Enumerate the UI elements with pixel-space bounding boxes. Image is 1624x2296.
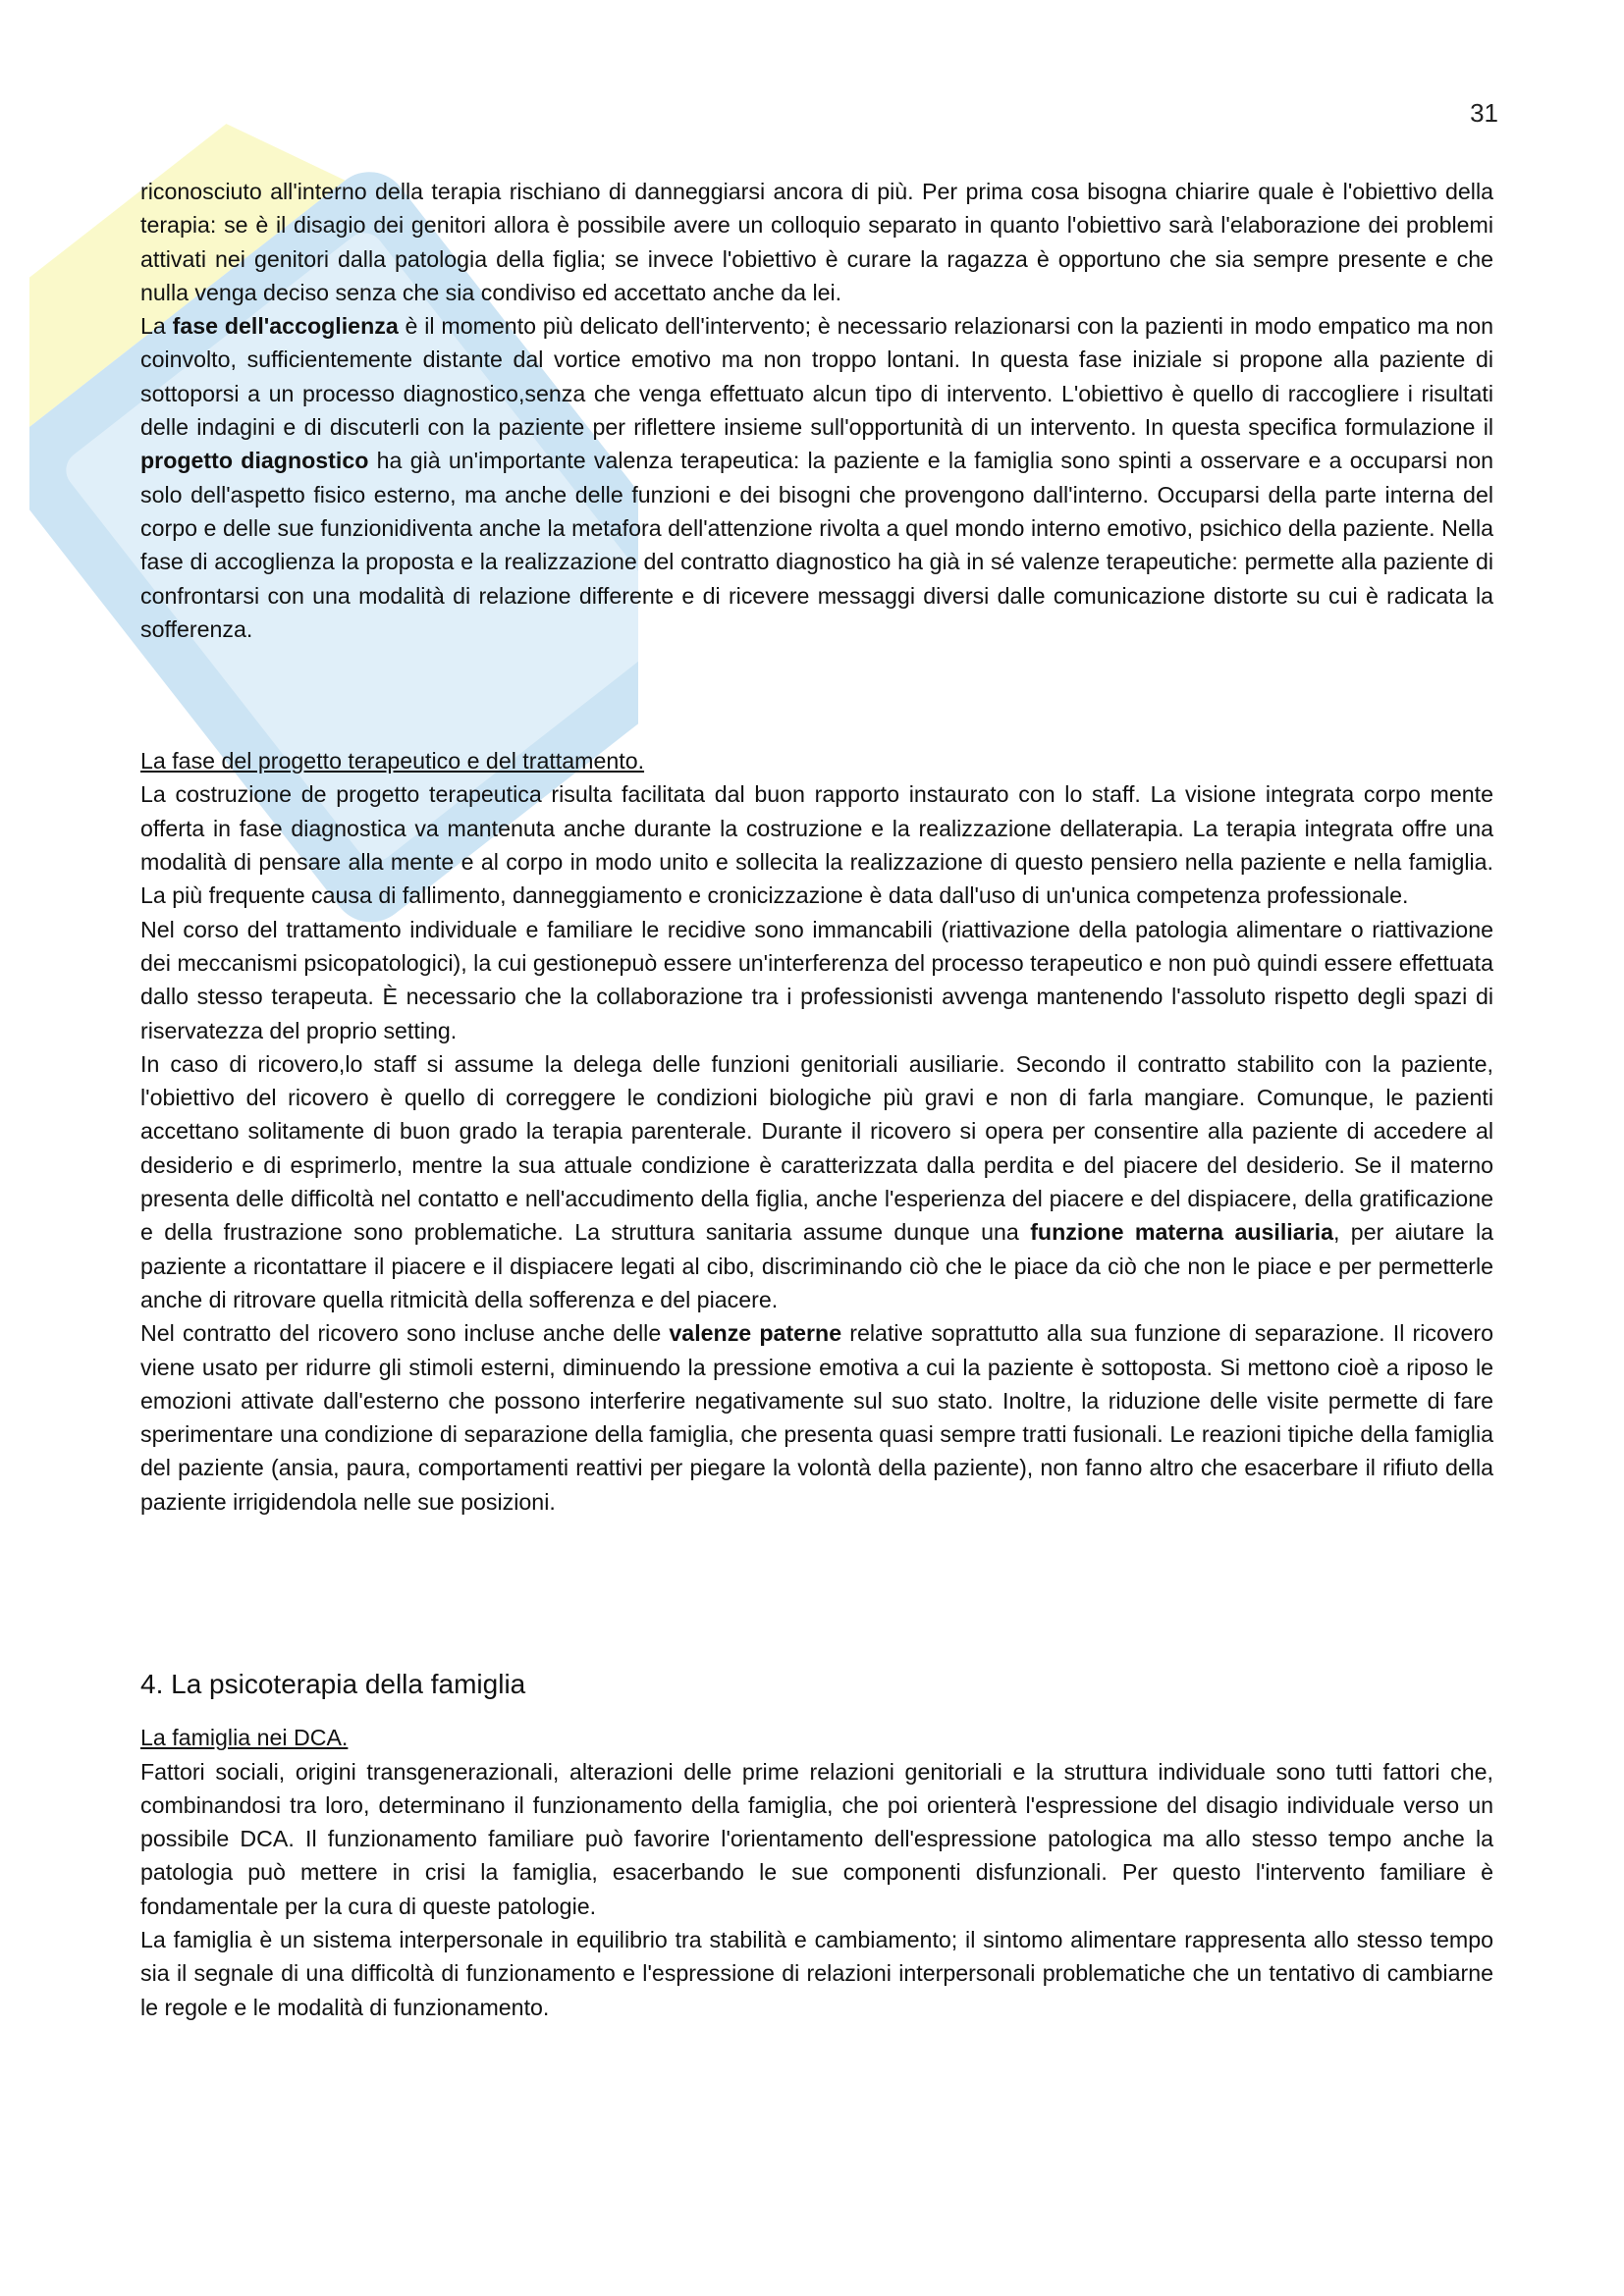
paragraph: La famiglia è un sistema interpersonale in equilibrio tra stabilità e cambiamento; il sintomo alimentare rappresenta allo stesso tempo sia il segnale di una difficoltà di funzionamento e l'espressione di relazioni interpersonali problematiche che un tentativo di cambiarne le regole e le modalità di funzionamento. [140,1927,1493,2020]
paragraph: Nel corso del trattamento individuale e familiare le recidive sono immancabili (riattivazione della patologia alimentare o riattivazione dei meccanismi psicopatologici), la cui gestionepuò essere un'interferenza del processo terapeutico e non può quindi essere effettuata dallo stesso terapeuta. È necessario che la collaborazione tra i professionisti avvenga mantenendo l'assoluto rispetto degli spazi di riservatezza del proprio setting. [140,916,1493,1043]
bold-term: funzione materna ausiliaria [1030,1219,1333,1246]
paragraph-accoglienza: La fase dell'accoglienza è il momento più delicato dell'intervento; è necessario relazionarsi con la pazienti in modo empatico ma non coinvolto, sufficientemente distante dal vortice emotivo ma non troppo lontani. In questa fase iniziale si propone alla paziente di sottoporsi a un processo diagnostico,senza che venga effettuato alcun tipo di intervento. L'obiettivo è quello di raccogliere i risultati delle indagini e di discuterli con la paziente per riflettere insieme sull'opportunità di un intervento. In questa specifica formulazione il progetto diagnostico ha già un'importante valenza terapeutica: la paziente e la famiglia sono spinti a osservare e a occuparsi non solo dell'aspetto fisico esterno, ma anche delle funzioni e dei bisogni che provengono dall'interno. Occuparsi della parte interna del corpo e delle sue funzionidiventa anche la metafora dell'attenzione rivolta a quel mondo interno emotivo, psichico della paziente. Nella fase di accoglienza la proposta e la realizzazione del contratto diagnostico ha già in sé valenze terapeutiche: permette alla paziente di confrontarsi con una modalità di relazione differente e di ricevere messaggi diversi dalle comunicazione distorte su cui è radicata la sofferenza. [140,313,1494,642]
paragraph: Fattori sociali, origini transgenerazionali, alterazioni delle prime relazioni genitoriali e la struttura individuale sono tutti fattori che, combinandosi tra loro, determinano il funzionamento della famiglia, che poi orienterà l'espressione del disagio individuale verso un possibile DCA. Il funzionamento familiare può favorire l'orientamento dell'espressione patologica ma allo stesso tempo anche la patologia può mettere in crisi la famiglia, esacerbando le sue componenti disfunzionali. Per questo l'intervento familiare è fondamentale per la cura di queste patologie. [140,1758,1493,1919]
paragraph-valenze-paterne: Nel contratto del ricovero sono incluse anche delle valenze paterne relative soprattutto alla sua funzione di separazione. Il ricovero viene usato per ridurre gli stimoli esterni, diminuendo la pressione emotiva a cui la paziente è sottoposta. Si mettono cioè a riposo le emozioni attivate dall'esterno che possono interferire negativamente sul suo stato. Inoltre, la riduzione delle visite permette di fare sperimentare una condizione di separazione della famiglia, che presenta quasi sempre tratti fusionali. Le reazioni tipiche della famiglia del paziente (ansia, paura, comportamenti reattivi per piegare la volontà della paziente), non fanno altro che esacerbare il rifiuto della paziente irrigidendola nelle sue posizioni. [140,1320,1493,1515]
page-number: 31 [1470,98,1498,128]
paragraph: La costruzione de progetto terapeutica risulta facilitata dal buon rapporto instaurato con lo staff. La visione integrata corpo mente offerta in fase diagnostica va mantenuta anche durante la costruzione e la realizzazione dellaterapia. La terapia integrata offre una modalità di pensare alla mente e al corpo in modo unito e sollecita la realizzazione di questo pensiero nella paziente e nella famiglia. La più frequente causa di fallimento, danneggiamento e cronicizzazione è data dall'uso di un'unica competenza professionale. [140,781,1493,909]
document-body [140,175,1493,2024]
subheading-famiglia-dca: La famiglia nei DCA. [140,1725,349,1751]
bold-term: progetto diagnostico [140,448,369,474]
paragraph-ricovero: In caso di ricovero,lo staff si assume la delega delle funzioni genitoriali ausiliarie. Secondo il contratto stabilito con la paziente, l'obiettivo del ricovero è quello di correggere le condizioni biologiche più gravi e non di farla mangiare. Comunque, le pazienti accettano solitamente di buon grado la terapia parenterale. Durante il ricovero si opera per consentire alla paziente di accedere al desiderio e di esprimerlo, mentre la sua attuale condizione è caratterizzata dalla perdita e del piacere del desiderio. Se il materno presenta delle difficoltà nel contatto e nell'accudimento della figlia, anche l'esperienza del piacere e del dispiacere, della gratificazione e della frustrazione sono problematiche. La struttura sanitaria assume dunque una funzione materna ausiliaria, per aiutare la paziente a ricontattare il piacere e il dispiacere legati al cibo, discriminando ciò che le piace da ciò che non le piace e per permetterle anche di ritrovare quella ritmicità della sofferenza e del piacere. [140,1050,1493,1312]
paragraph: riconosciuto all'interno della terapia rischiano di danneggiarsi ancora di più. Per prima cosa bisogna chiarire quale è l'obiettivo della terapia: se è il disagio dei genitori allora è possibile avere un colloquio separato in quanto l'obiettivo sarà l'elaborazione dei problemi attivati nei genitori dalla patologia della figlia; se invece l'obiettivo è curare la ragazza è opportuno che sia sempre presente e che nulla venga deciso senza che sia condiviso ed accettato anche da lei. [140,179,1493,305]
section-heading: 4. La psicoterapia della famiglia [140,1668,526,1699]
subheading-progetto-terapeutico: La fase del progetto terapeutico e del trattamento. [140,748,645,774]
bold-term: valenze paterne [669,1320,842,1347]
bold-term: fase dell'accoglienza [172,313,399,340]
